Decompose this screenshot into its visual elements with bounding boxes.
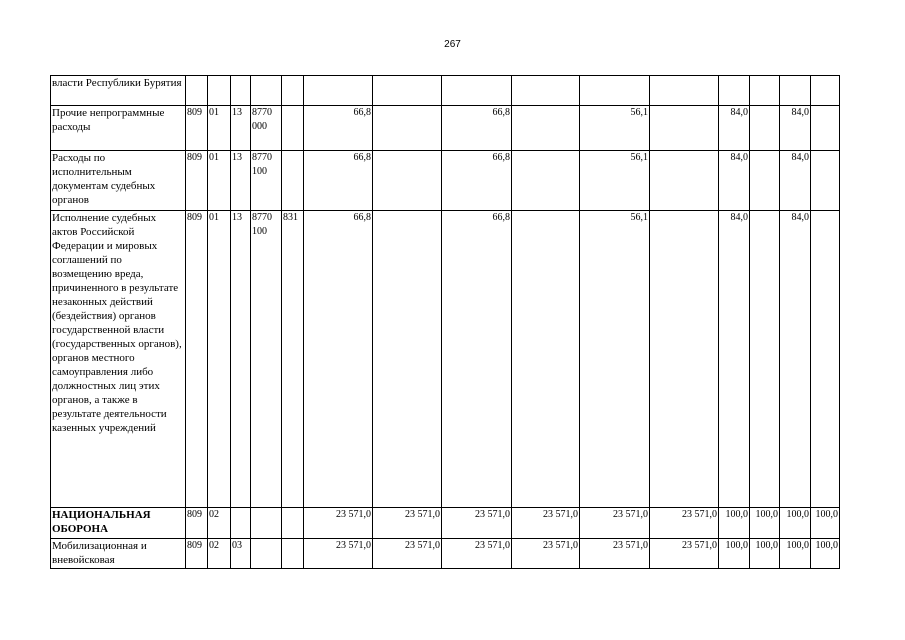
csr-code	[251, 76, 282, 106]
value-2	[373, 151, 442, 211]
percent-4	[811, 106, 840, 151]
percent-3: 100,0	[780, 508, 811, 539]
value-1	[304, 76, 373, 106]
page-number: 267	[444, 39, 461, 50]
csr-code: 8770 100	[251, 151, 282, 211]
table-row	[51, 76, 840, 106]
percent-1: 84,0	[719, 151, 750, 211]
vr-code	[282, 76, 304, 106]
value-1: 23 571,0	[304, 508, 373, 539]
table-row	[51, 106, 840, 151]
value-5: 23 571,0	[580, 539, 650, 569]
value-2	[373, 211, 442, 508]
pr-code: 13	[231, 211, 251, 508]
value-6	[650, 151, 719, 211]
pr-code: 03	[231, 539, 251, 569]
vr-code: 831	[282, 211, 304, 508]
percent-4: 100,0	[811, 539, 840, 569]
ved-code: 809	[186, 508, 208, 539]
percent-2: 100,0	[750, 508, 780, 539]
value-4	[512, 76, 580, 106]
table-row	[51, 508, 840, 539]
rz-code: 02	[208, 539, 231, 569]
percent-2	[750, 76, 780, 106]
csr-code: 8770 000	[251, 106, 282, 151]
value-3: 66,8	[442, 211, 512, 508]
value-5: 56,1	[580, 211, 650, 508]
rz-code: 01	[208, 211, 231, 508]
percent-1: 100,0	[719, 539, 750, 569]
value-5: 56,1	[580, 151, 650, 211]
value-2: 23 571,0	[373, 508, 442, 539]
row-name: Мобилизационная и вневойсковая	[51, 539, 186, 569]
value-3: 23 571,0	[442, 539, 512, 569]
value-2: 23 571,0	[373, 539, 442, 569]
vr-code	[282, 508, 304, 539]
ved-code: 809	[186, 539, 208, 569]
ved-code: 809	[186, 211, 208, 508]
value-5: 23 571,0	[580, 508, 650, 539]
value-3: 23 571,0	[442, 508, 512, 539]
ved-code: 809	[186, 106, 208, 151]
value-5: 56,1	[580, 106, 650, 151]
percent-2	[750, 211, 780, 508]
rz-code	[208, 76, 231, 106]
pr-code	[231, 76, 251, 106]
value-2	[373, 106, 442, 151]
percent-3: 84,0	[780, 211, 811, 508]
value-1: 66,8	[304, 106, 373, 151]
value-2	[373, 76, 442, 106]
percent-1: 100,0	[719, 508, 750, 539]
percent-4	[811, 211, 840, 508]
row-name: власти Республики Бурятия	[51, 76, 186, 106]
table-row	[51, 539, 840, 569]
value-1: 23 571,0	[304, 539, 373, 569]
percent-3: 84,0	[780, 151, 811, 211]
rz-code: 01	[208, 106, 231, 151]
value-4	[512, 151, 580, 211]
percent-4	[811, 151, 840, 211]
rz-code: 02	[208, 508, 231, 539]
csr-code	[251, 539, 282, 569]
percent-2	[750, 151, 780, 211]
row-name: НАЦИОНАЛЬНАЯ ОБОРОНА	[51, 508, 186, 539]
value-1: 66,8	[304, 151, 373, 211]
value-6	[650, 76, 719, 106]
ved-code: 809	[186, 151, 208, 211]
value-3	[442, 76, 512, 106]
percent-3: 100,0	[780, 539, 811, 569]
pr-code: 13	[231, 106, 251, 151]
csr-code	[251, 508, 282, 539]
percent-1: 84,0	[719, 211, 750, 508]
pr-code: 13	[231, 151, 251, 211]
value-4: 23 571,0	[512, 539, 580, 569]
row-name: Исполнение судебных актов Российской Федерации и мировых соглашений по возмещению вреда, причиненного в результате незаконных действий (бездействия) органов государственной власти (государственных органов), органов местного самоуправления либо должностных лиц этих органов, а также в результате деятельности казенных учреждений	[51, 211, 186, 508]
rz-code: 01	[208, 151, 231, 211]
pr-code	[231, 508, 251, 539]
value-4: 23 571,0	[512, 508, 580, 539]
value-4	[512, 211, 580, 508]
percent-3	[780, 76, 811, 106]
percent-1	[719, 76, 750, 106]
vr-code	[282, 539, 304, 569]
percent-1: 84,0	[719, 106, 750, 151]
budget-table	[50, 75, 840, 569]
vr-code	[282, 151, 304, 211]
percent-4: 100,0	[811, 508, 840, 539]
ved-code	[186, 76, 208, 106]
table-row	[51, 211, 840, 508]
value-6: 23 571,0	[650, 539, 719, 569]
row-name: Расходы по исполнительным документам судебных органов	[51, 151, 186, 211]
value-6	[650, 106, 719, 151]
vr-code	[282, 106, 304, 151]
value-5	[580, 76, 650, 106]
value-4	[512, 106, 580, 151]
percent-2	[750, 106, 780, 151]
row-name: Прочие непрограммные расходы	[51, 106, 186, 151]
value-3: 66,8	[442, 106, 512, 151]
percent-4	[811, 76, 840, 106]
value-6	[650, 211, 719, 508]
value-3: 66,8	[442, 151, 512, 211]
table-row	[51, 151, 840, 211]
csr-code: 8770 100	[251, 211, 282, 508]
percent-2: 100,0	[750, 539, 780, 569]
value-1: 66,8	[304, 211, 373, 508]
percent-3: 84,0	[780, 106, 811, 151]
value-6: 23 571,0	[650, 508, 719, 539]
